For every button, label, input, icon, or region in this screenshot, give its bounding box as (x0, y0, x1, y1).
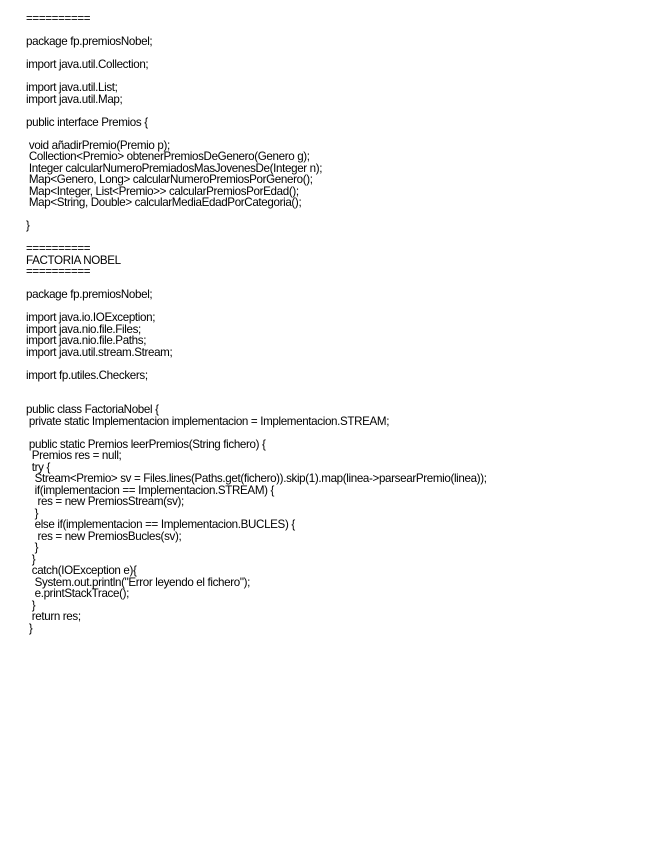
text-line: import java.util.Map; (26, 92, 123, 106)
text-line: Map<Genero, Long> calcularNumeroPremiosPorGenero(); (26, 173, 313, 186)
text-line (26, 232, 646, 244)
text-line: e.printStackTrace(); (26, 587, 129, 600)
text-line: catch(IOException e){ (26, 564, 137, 577)
text-line: package fp.premiosNobel; (26, 35, 153, 48)
text-line: public static Premios leerPremios(String fichero) { (26, 437, 266, 451)
text-line: ========== (26, 12, 91, 25)
text-line: else if(implementacion == Implementacion.BUCLES) { (26, 518, 295, 531)
text-line (26, 128, 646, 140)
text-line: } (26, 506, 39, 520)
text-line: import java.nio.file.Paths; (26, 334, 147, 347)
text-line: } (26, 552, 36, 566)
text-line (26, 71, 646, 83)
text-line: } (26, 541, 39, 554)
text-line: package fp.premiosNobel; (26, 288, 153, 301)
text-line: res = new PremiosStream(sv); (26, 495, 184, 508)
text-line: void añadirPremio(Premio p); (26, 138, 170, 152)
text-line (26, 209, 646, 221)
text-line: Map<String, Double> calcularMediaEdadPorCategoria(); (26, 196, 302, 209)
document-page (26, 13, 646, 634)
text-line: FACTORIA NOBEL (26, 253, 121, 267)
text-line: import java.nio.file.Files; (26, 322, 141, 336)
text-line (26, 427, 646, 439)
text-line: import fp.utiles.Checkers; (26, 368, 148, 382)
text-line (26, 381, 646, 393)
text-line: } (26, 621, 33, 635)
text-line: } (26, 219, 30, 232)
text-line: public interface Premios { (26, 115, 148, 129)
text-line: import java.util.stream.Stream; (26, 345, 173, 359)
text-line (26, 358, 646, 370)
text-line: import java.io.IOException; (26, 311, 156, 324)
text-line: if(implementacion == Implementacion.STREAM) { (26, 483, 275, 497)
text-line: } (26, 598, 36, 612)
text-line: Map<Integer, List<Premio>> calcularPremiosPorEdad(); (26, 184, 299, 198)
text-line: Stream<Premio> sv = Files.lines(Paths.get(fichero)).skip(1).map(linea->parsearPremio(linea)); (26, 472, 487, 485)
text-line: Collection<Premio> obtenerPremiosDeGenero(Genero g); (26, 150, 310, 163)
text-line: Integer calcularNumeroPremiadosMasJovenesDe(Integer n); (26, 161, 323, 175)
text-line: return res; (26, 610, 81, 623)
text-line: try { (26, 460, 50, 474)
text-line: Premios res = null; (26, 449, 122, 462)
text-line: import java.util.Collection; (26, 58, 149, 71)
text-line (26, 105, 646, 117)
text-line: import java.util.List; (26, 81, 118, 94)
text-line: ========== (26, 242, 91, 255)
text-line: private static Implementacion implementacion = Implementacion.STREAM; (26, 414, 390, 428)
text-line: System.out.println("Error leyendo el fichero"); (26, 575, 250, 589)
text-line: ========== (26, 265, 91, 278)
text-line: res = new PremiosBucles(sv); (26, 529, 182, 543)
text-line: public class FactoriaNobel { (26, 403, 159, 416)
